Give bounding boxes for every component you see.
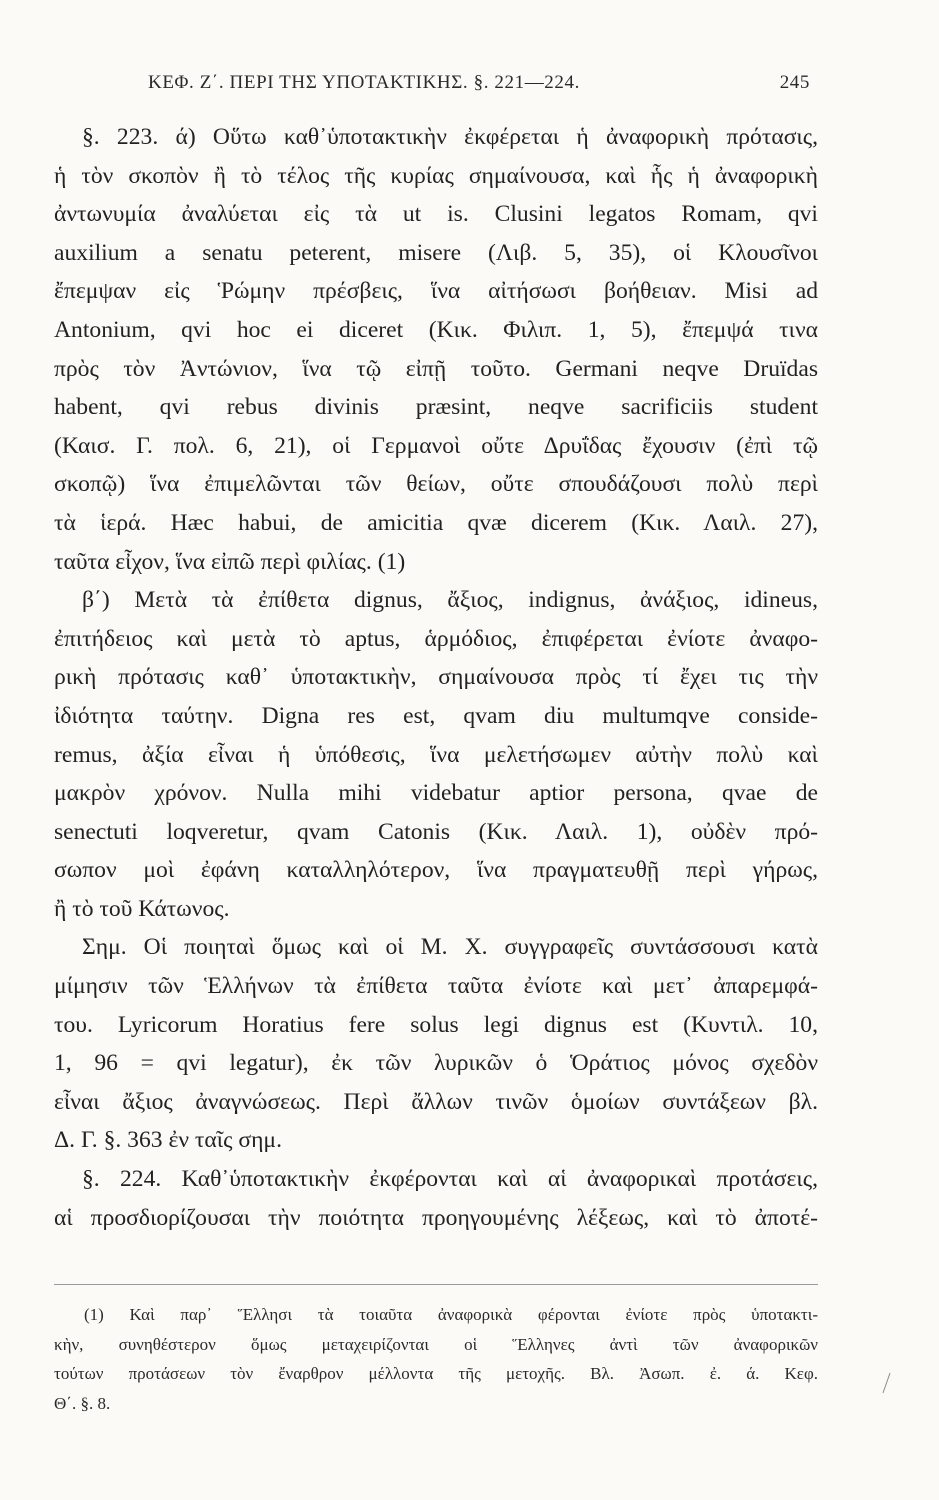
text-line: §. 224. Καθ᾽ὑποτακτικὴν ἐκφέρονται καὶ αἱ ἀναφορικαὶ προτάσεις,	[82, 1166, 818, 1193]
running-title: ΚΕΦ. Ζ΄. ΠΕΡΙ ΤΗΣ ΥΠΟΤΑΚΤΙΚΗΣ. §. 221—224.	[148, 72, 580, 93]
note-line: εἶναι ἄξιος ἀναγνώσεως. Περὶ ἄλλων τινῶν ὁμοίων συντάξεων βλ.	[54, 1088, 818, 1115]
text-line: (Καισ. Γ. πολ. 6, 21), οἱ Γερμανοὶ οὔτε Δρυΐδας ἔχουσιν (ἐπὶ τῷ	[54, 432, 818, 459]
footnote-line: Θ΄. §. 8.	[54, 1393, 111, 1413]
text-line: remus, ἀξία εἶναι ἡ ὑπόθεσις, ἵνα μελετήσωμεν αὐτὴν πολὺ καὶ	[54, 741, 818, 768]
note-line: μίμησιν τῶν Ἑλλήνων τὰ ἐπίθετα ταῦτα ἐνίοτε καὶ μετ᾽ ἀπαρεμφά-	[54, 973, 818, 1000]
text-line: σκοπῷ) ἵνα ἐπιμελῶνται τῶν θείων, οὔτε σπουδάζουσι πολὺ περὶ	[54, 471, 818, 498]
text-line: ρικὴ πρότασις καθ᾽ ὑποτακτικὴν, σημαίνουσα πρὸς τί ἔχει τις τὴν	[54, 664, 818, 691]
text-line: β΄) Μετὰ τὰ ἐπίθετα dignus, ἄξιος, indignus, ἀνάξιος, idineus,	[82, 587, 818, 614]
text-line: senectuti loqveretur, qvam Catonis (Κικ. Λαιλ. 1), οὐδὲν πρό-	[54, 818, 818, 845]
footnotes	[54, 1300, 818, 1418]
note-line: 1, 96 = qvi legatur), ἐκ τῶν λυρικῶν ὁ Ὁράτιος μόνος σχεδὸν	[54, 1050, 818, 1077]
text-line: ἡ τὸν σκοπὸν ἢ τὸ τέλος τῆς κυρίας σημαίνουσα, καὶ ἧς ἡ ἀναφορικὴ	[54, 162, 818, 189]
text-line: §. 223. ά) Οὕτω καθ᾽ὑποτακτικὴν ἐκφέρεται ἡ ἀναφορικὴ πρότασις,	[82, 124, 818, 150]
page-number: 245	[779, 72, 810, 93]
text-line: ἀντωνυμία ἀναλύεται εἰς τὰ ut is. Clusini legatos Romam, qvi	[54, 201, 818, 228]
note-line: Σημ. Οἱ ποιηταὶ ὅμως καὶ οἱ Μ. Χ. συγγραφεῖς συντάσσουσι κατὰ	[82, 934, 818, 961]
text-line: habent, qvi rebus divinis præsint, neqve sacrificiis student	[54, 394, 818, 421]
text-line: μακρὸν χρόνον. Nulla mihi videbatur aptior persona, qvae de	[54, 780, 818, 807]
footnote-line: (1) Καὶ παρ᾽ Ἕλλησι τὰ τοιαῦτα ἀναφορικὰ φέρονται ἐνίοτε πρὸς ὑποτακτι-	[84, 1305, 818, 1324]
footnote-line: κὴν, συνηθέστερον ὅμως μεταχειρίζονται οἱ Ἕλληνες ἀντὶ τῶν ἀναφορικῶν	[54, 1334, 818, 1354]
text-line: τὰ ἱερά. Hæc habui, de amicitia qvæ dicerem (Κικ. Λαιλ. 27),	[54, 509, 818, 536]
text-line: πρὸς τὸν Ἀντώνιον, ἵνα τῷ εἰπῇ τοῦτο. Germani neqve Druïdas	[54, 355, 818, 382]
text-line: σωπον μοὶ ἐφάνη καταλληλότερον, ἵνα πραγματευθῇ περὶ γήρως,	[54, 857, 818, 884]
text-line: ἔπεμψαν εἰς Ῥώμην πρέσβεις, ἵνα αἰτήσωσι βοήθειαν. Misi ad	[54, 278, 818, 305]
note-line: Δ. Γ. §. 363 ἐν ταῖς σημ.	[54, 1127, 282, 1154]
text-line: ἐπιτήδειος καὶ μετὰ τὸ aptus, ἁρμόδιος, ἐπιφέρεται ἐνίοτε ἀναφο-	[54, 625, 818, 652]
text-line: ταῦτα εἶχον, ἵνα εἰπῶ περὶ φιλίας. (1)	[54, 548, 406, 575]
note-line: του. Lyricorum Horatius fere solus legi dignus est (Κυντιλ. 10,	[54, 1011, 818, 1038]
text-line: ἢ τὸ τοῦ Κάτωνος.	[54, 895, 230, 922]
text-line: αἱ προσδιορίζουσαι τὴν ποιότητα προηγουμένης λέξεως, καὶ τὸ ἀποτέ-	[54, 1204, 818, 1231]
text-line: auxilium a senatu peterent, misere (Λιβ. 5, 35), οἱ Κλουσῖνοι	[54, 239, 818, 266]
text-line: Antonium, qvi hoc ei diceret (Κικ. Φιλιπ. 1, 5), ἔπεμψά τινα	[54, 316, 818, 343]
footnote-divider	[54, 1284, 818, 1285]
main-text	[54, 118, 818, 1237]
running-header	[148, 72, 810, 94]
footnote-line: τούτων προτάσεων τὸν ἔναρθρον μέλλοντα τῆς μετοχῆς. Βλ. Ἀσωπ. ἐ. ά. Κεφ.	[54, 1364, 818, 1383]
text-line: ἰδιότητα ταύτην. Digna res est, qvam diu multumqve conside-	[54, 702, 818, 729]
pencil-mark	[880, 1372, 892, 1394]
